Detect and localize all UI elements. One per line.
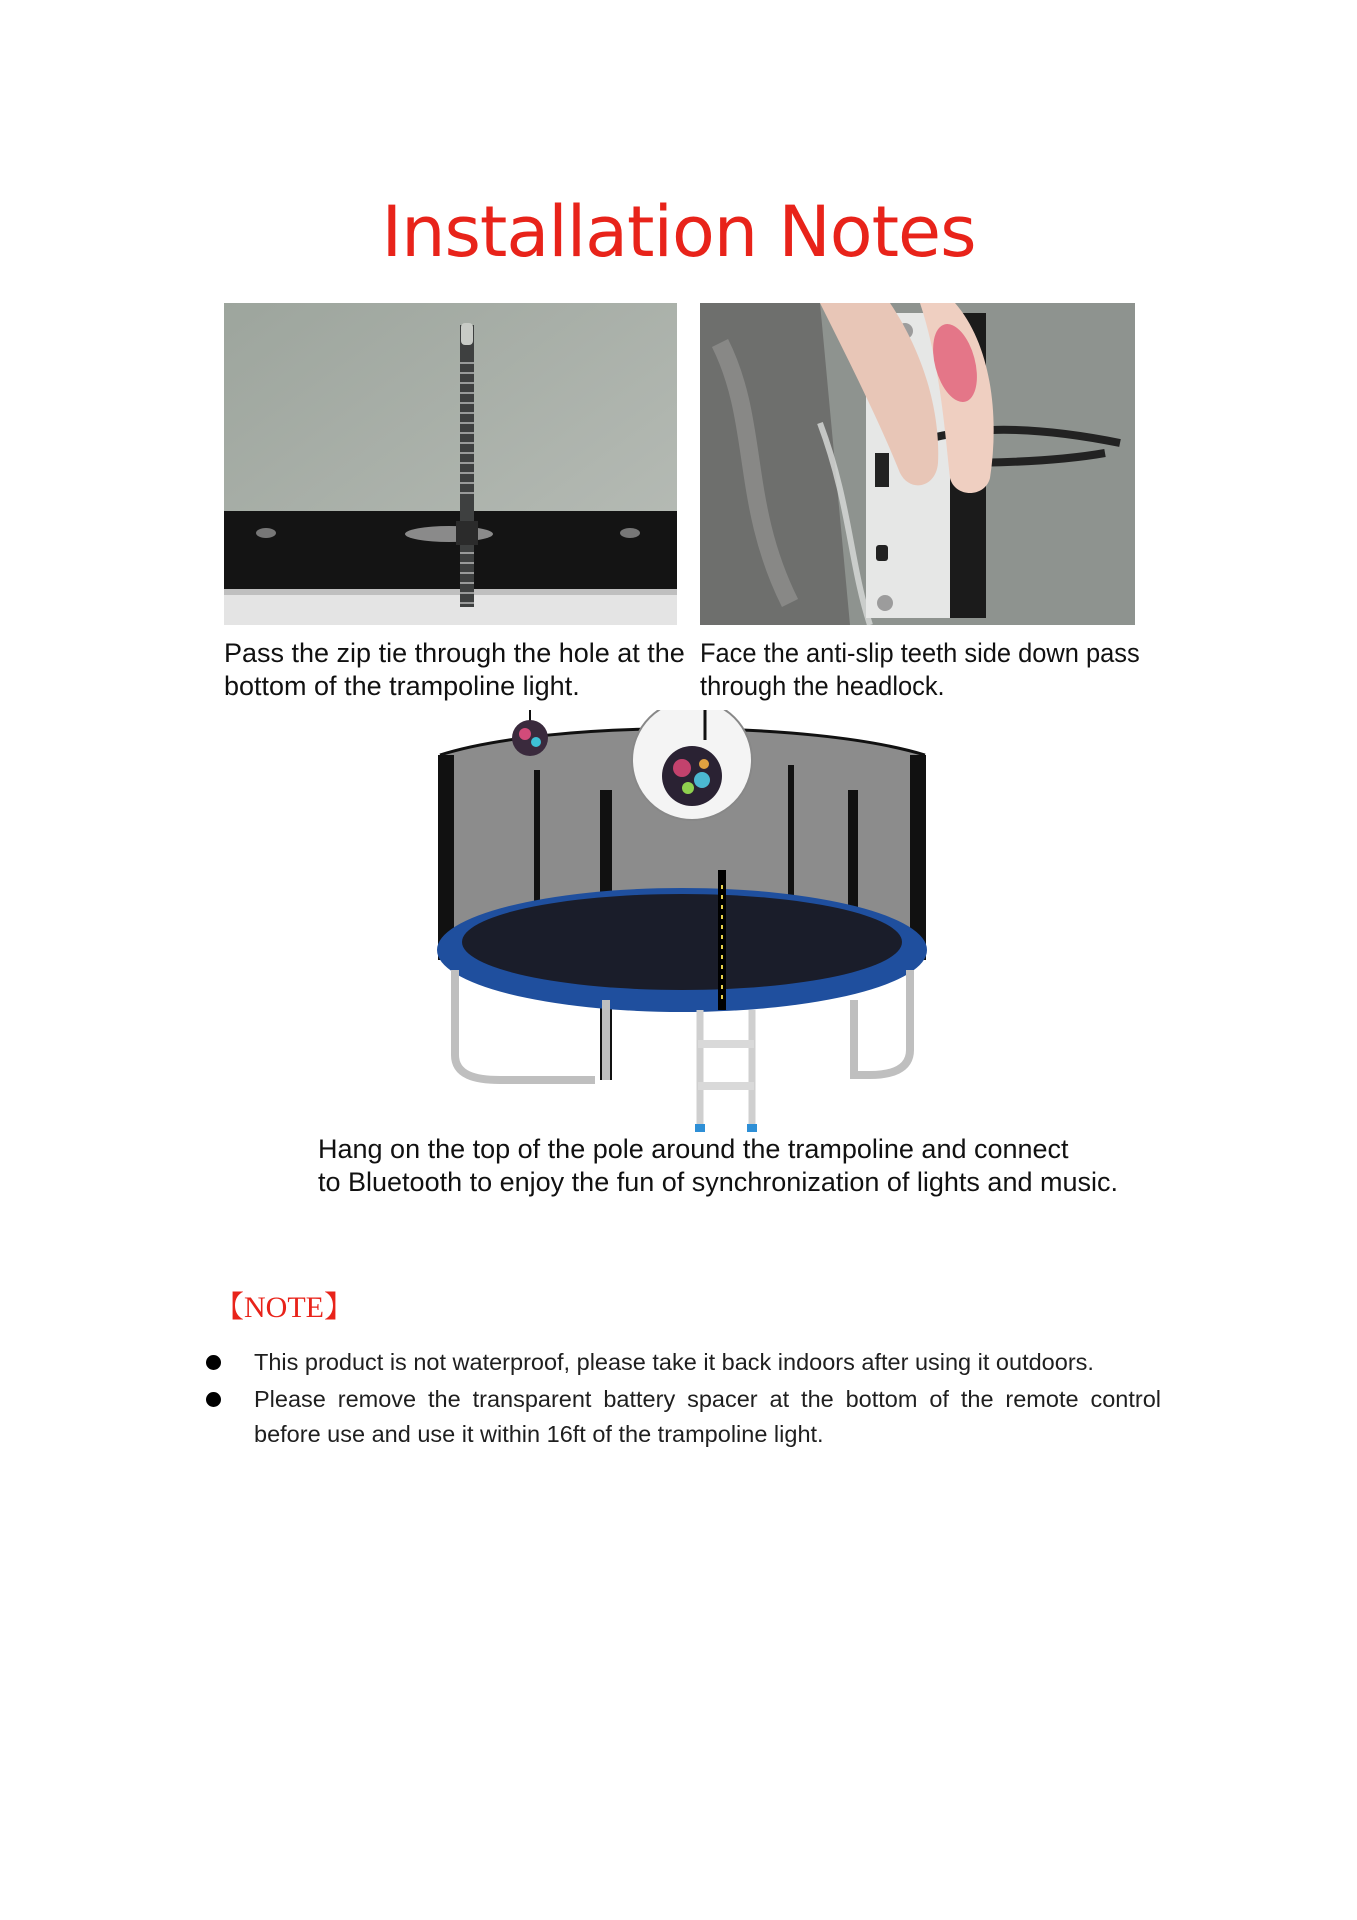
note-item-text: Please remove the transparent battery spacer at the bottom of the remote control before use and use it within 16ft of the trampoline light. bbox=[254, 1386, 1161, 1447]
trampoline-photo bbox=[430, 710, 935, 1135]
step2-caption-line2: through the headlock. bbox=[700, 671, 945, 701]
zip-tie-hole-photo bbox=[224, 303, 677, 625]
page-title: Installation Notes bbox=[381, 191, 976, 273]
bullet-icon bbox=[206, 1392, 221, 1407]
note-item-waterproof bbox=[206, 1345, 1161, 1380]
step3-caption-line1: Hang on the top of the pole around the trampoline and connect bbox=[318, 1134, 1069, 1164]
step1-caption-line1: Pass the zip tie through the hole at the bbox=[224, 638, 685, 668]
step1-caption-line2: bottom of the trampoline light. bbox=[224, 671, 580, 701]
step3-caption bbox=[318, 1133, 1118, 1199]
step2-caption bbox=[700, 637, 1140, 703]
bullet-icon bbox=[206, 1355, 221, 1370]
note-heading: 【NOTE】 bbox=[214, 1291, 354, 1324]
headlock-zip-tie-photo bbox=[700, 303, 1135, 625]
step2-caption-line1: Face the anti-slip teeth side down pass bbox=[700, 638, 1140, 668]
note-item-text: This product is not waterproof, please take it back indoors after using it outdoors. bbox=[254, 1349, 1094, 1375]
step1-caption bbox=[224, 637, 694, 703]
note-list bbox=[206, 1345, 1161, 1454]
note-item-battery-spacer bbox=[206, 1382, 1161, 1452]
step3-caption-line2: to Bluetooth to enjoy the fun of synchronization of lights and music. bbox=[318, 1167, 1118, 1197]
